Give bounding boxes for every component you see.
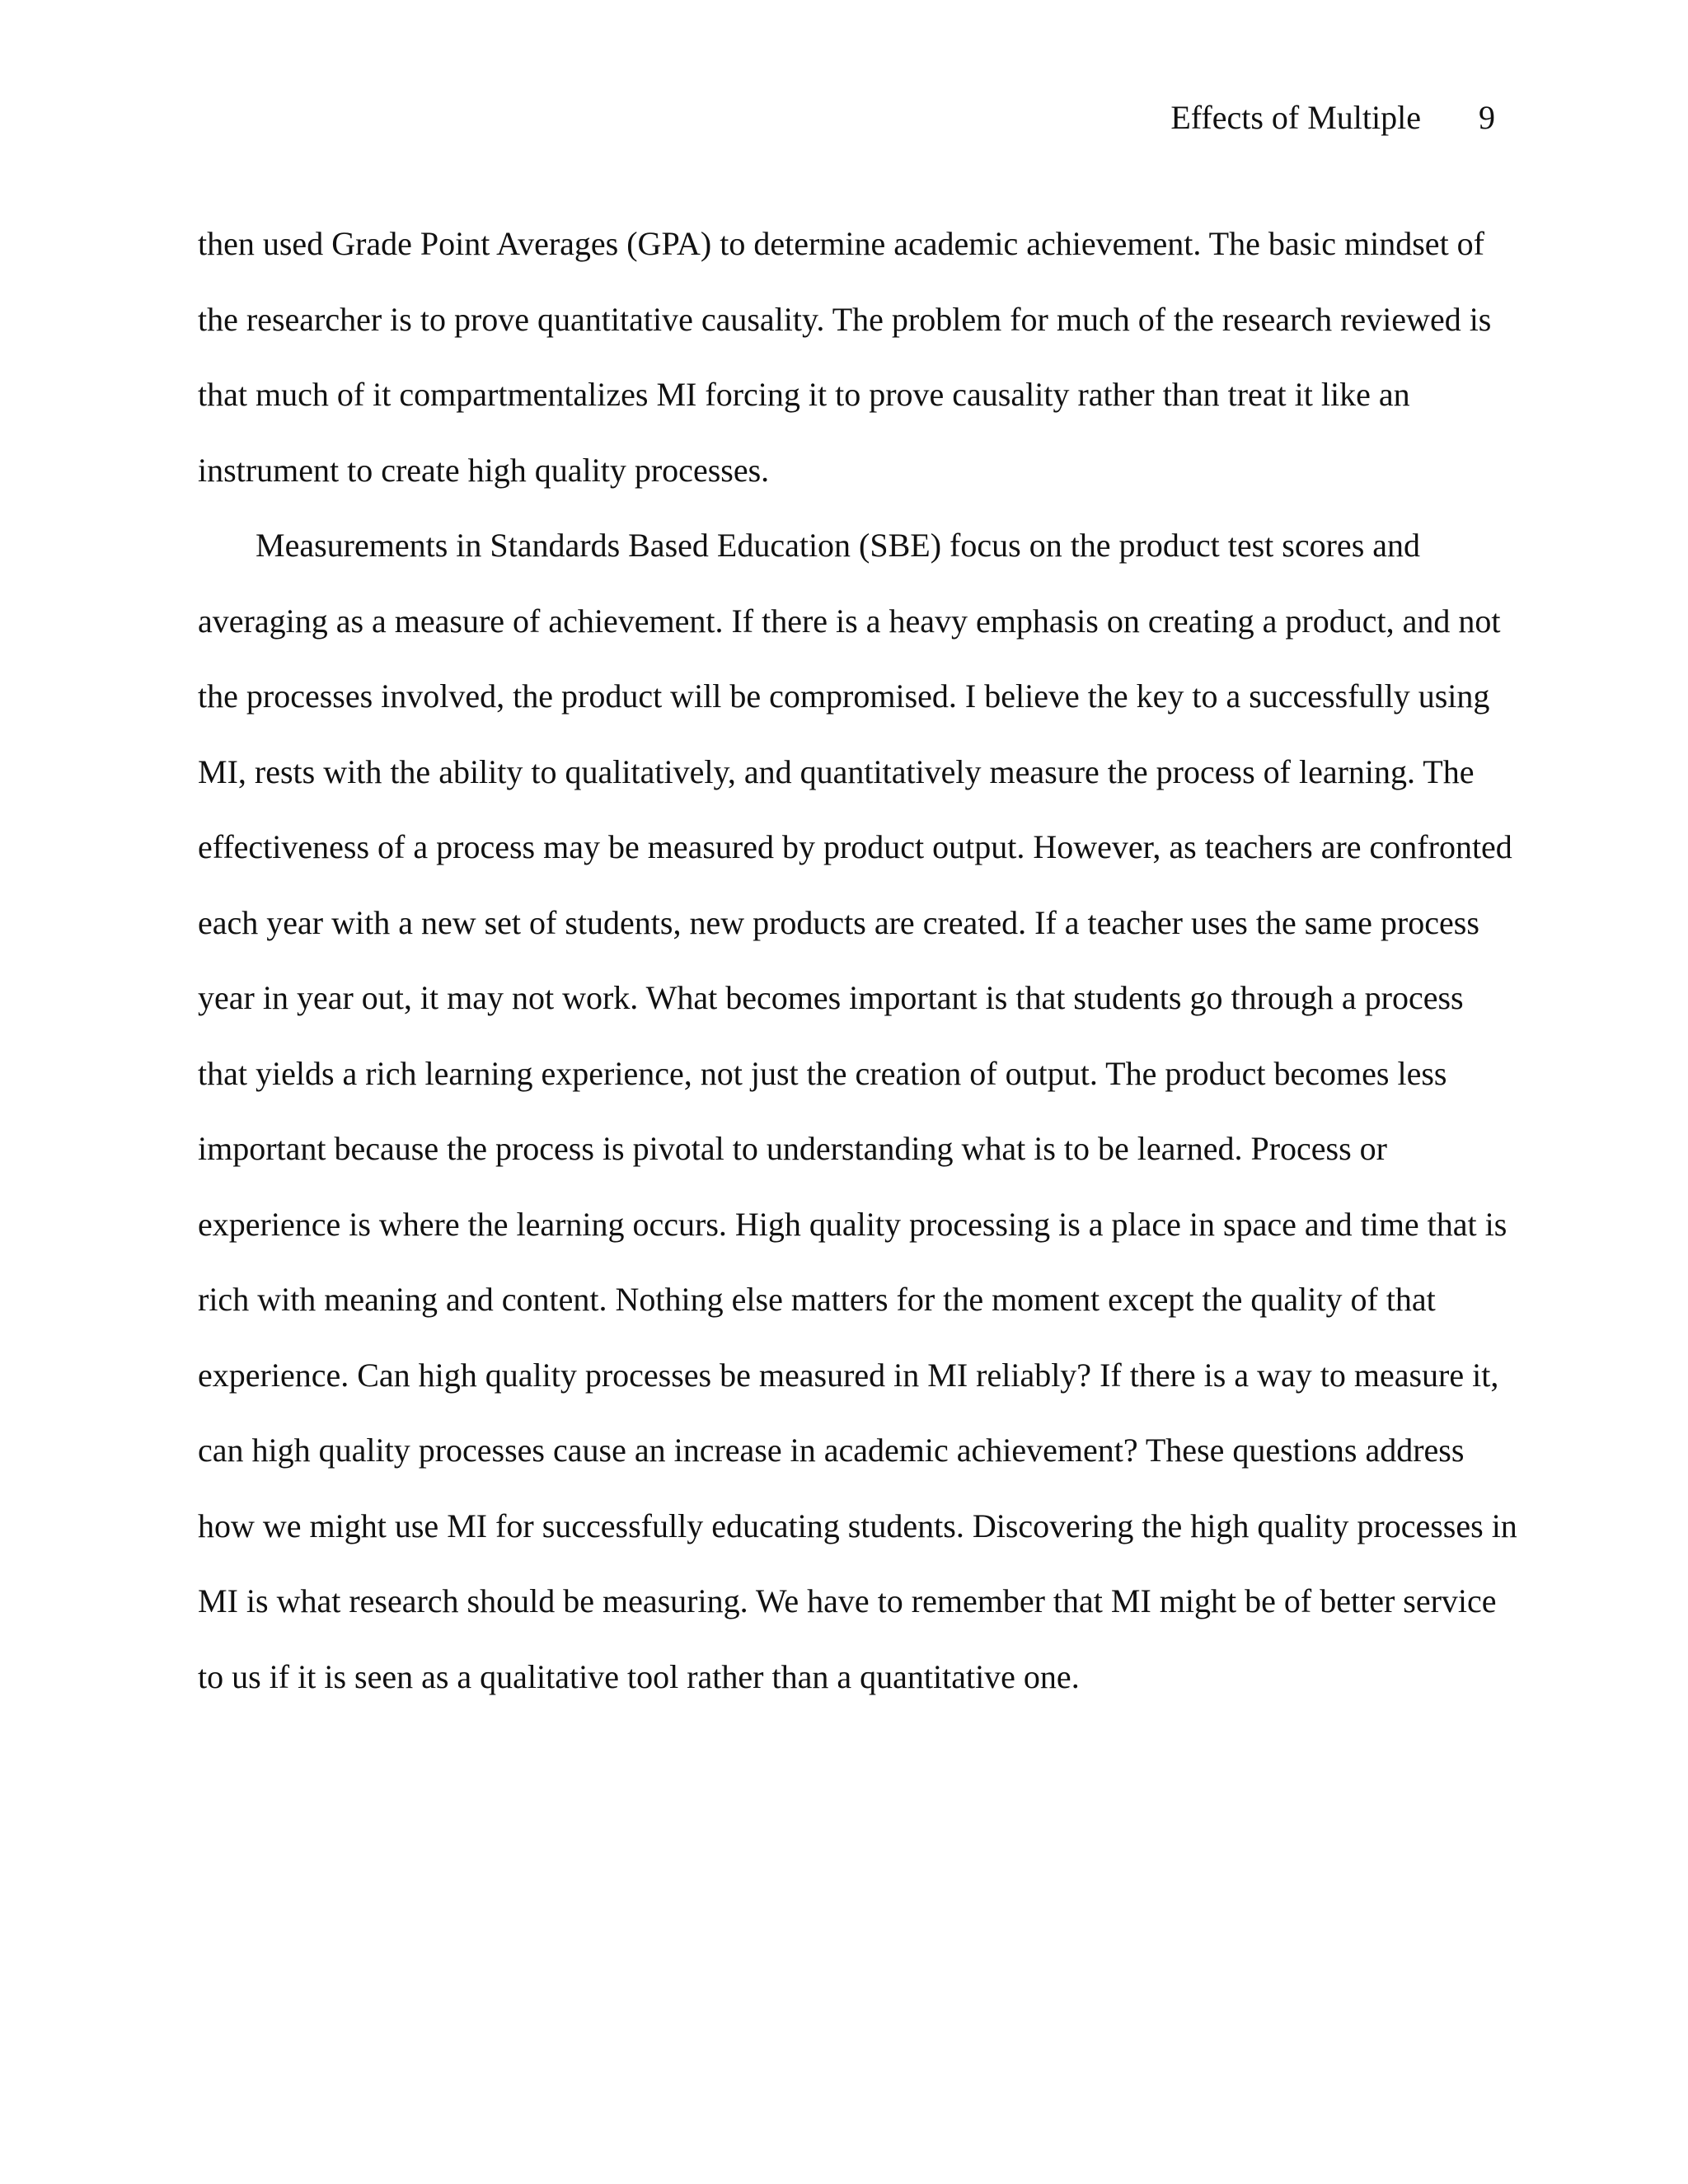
text-line: experience. Can high quality processes be measured in MI reliably? If there is a way to measure it,: [198, 1356, 1499, 1394]
text-line: can high quality processes cause an increase in academic achievement? These questions address: [198, 1432, 1465, 1469]
text-line: that yields a rich learning experience, not just the creation of output. The product becomes less: [198, 1054, 1447, 1092]
text-line: MI, rests with the ability to qualitatively, and quantitatively measure the process of learning. The: [198, 752, 1475, 790]
text-line: how we might use MI for successfully educating students. Discovering the high quality processes in: [198, 1507, 1517, 1544]
text-line: MI is what research should be measuring. We have to remember that MI might be of better service: [198, 1582, 1497, 1619]
text-line: effectiveness of a process may be measured by product output. However, as teachers are confronted: [198, 828, 1512, 865]
text-line: the researcher is to prove quantitative causality. The problem for much of the research reviewed is: [198, 300, 1492, 338]
text-line: year in year out, it may not work. What becomes important is that students go through a process: [198, 979, 1464, 1016]
text-line: averaging as a measure of achievement. If there is a heavy emphasis on creating a product, and not: [198, 602, 1501, 640]
text-line: experience is where the learning occurs. High quality processing is a place in space and time that is: [198, 1205, 1507, 1243]
text-line: the processes involved, the product will be compromised. I believe the key to a successfully using: [198, 677, 1490, 715]
body-text: [198, 206, 1517, 1714]
running-head: [1170, 97, 1495, 138]
text-line: instrument to create high quality processes.: [198, 451, 770, 489]
page-number: 9: [1479, 99, 1495, 136]
text-line: rich with meaning and content. Nothing else matters for the moment except the quality of that: [198, 1281, 1436, 1318]
text-line: each year with a new set of students, new products are created. If a teacher uses the same process: [198, 903, 1479, 941]
text-line: then used Grade Point Averages (GPA) to determine academic achievement. The basic mindset of: [198, 225, 1484, 262]
running-title: Effects of Multiple: [1170, 99, 1421, 136]
text-line: that much of it compartmentalizes MI forcing it to prove causality rather than treat it like an: [198, 376, 1410, 413]
text-line: to us if it is seen as a qualitative tool rather than a quantitative one.: [198, 1657, 1080, 1695]
paragraph-start-line: Measurements in Standards Based Education (SBE) focus on the product test scores and: [256, 527, 1421, 564]
text-line: important because the process is pivotal to understanding what is to be learned. Process or: [198, 1130, 1387, 1167]
